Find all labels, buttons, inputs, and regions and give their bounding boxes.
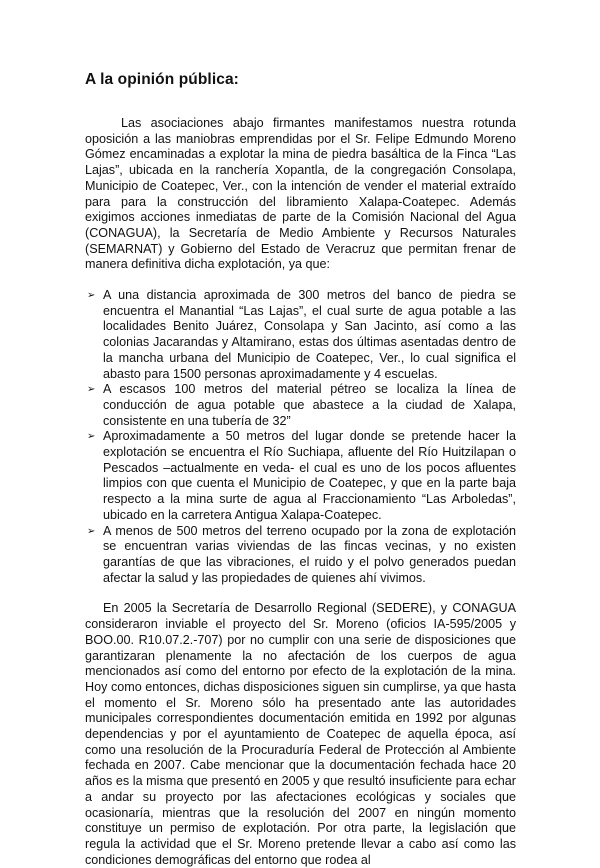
arrowhead-bullet-icon: ➢ [87,384,96,396]
concerns-list [85,288,516,586]
arrowhead-bullet-icon: ➢ [87,525,96,537]
arrowhead-bullet-icon: ➢ [87,290,96,302]
arrowhead-bullet-icon: ➢ [87,431,96,443]
list-item-text: Aproximadamente a 50 metros del lugar donde se pretende hacer la explotación se encuentra el Río Suchiapa, afluente del Río Huitzilapan o Pescados –actualmente en veda- el cual es uno de los pocos afluentes limpios con que cuenta el Municipio de Coatepec, y que en la parte baja respecto a la mina surte de agua al Fraccionamiento “Las Arboledas”, ubicado en la carretera Antigua Xalapa-Coatepec. [103,429,516,522]
list-item [85,288,516,382]
list-item-text: A menos de 500 metros del terreno ocupado por la zona de explotación se encuentran varias viviendas de las fincas vecinas, y no existen garantías de que las vibraciones, el ruido y el polvo generados puedan afectar la salud y las propiedades de quienes ahí vivimos. [103,523,516,585]
list-item [85,382,516,429]
list-item [85,429,516,523]
list-item-text: A escasos 100 metros del material pétreo se localiza la línea de conducción de agua potable que abastece a la ciudad de Xalapa, consistente en una tubería de 32” [103,382,516,428]
document-title: A la opinión pública: [85,71,239,88]
intro-paragraph: Las asociaciones abajo firmantes manifestamos nuestra rotunda oposición a las maniobras emprendidas por el Sr. Felipe Edmundo Moreno Gómez encaminadas a explotar la mina de piedra basáltica de la Finca “Las Lajas”, ubicada en la ranchería Xopantla, de la congregación Consolapa, Municipio de Coatepec, Ver., con la intención de vender el material extraído para para la construcción del libramiento Xalapa-Coatepec. Además exigimos acciones inmediatas de parte de la Comisión Nacional del Agua (CONAGUA), la Secretaría de Medio Ambiente y Recursos Naturales (SEMARNAT) y Gobierno del Estado de Veracruz que permitan frenar de manera definitiva dicha explotación, ya que: [85,116,516,272]
list-item-text: A una distancia aproximada de 300 metros del banco de piedra se encuentra el Manantial “Las Lajas”, el cual surte de agua potable a las localidades Benito Juárez, Consolapa y San Jacinto, así como a las colonias Jacarandas y Altamirano, estas dos últimas asentadas dentro de la mancha urbana del Municipio de Coatepec, Ver., lo cual significa el abasto para 1500 personas aproximadamente y 4 escuelas. [103,288,516,381]
second-paragraph: En 2005 la Secretaría de Desarrollo Regional (SEDERE), y CONAGUA consideraron inviable el proyecto del Sr. Moreno (oficios IA-595/2005 y BOO.00. R10.07.2.-707) por no cumplir con una serie de disposiciones que garantizaran plenamente la no afectación de los cuerpos de agua mencionados así como del entorno por efecto de la explotación de la mina. Hoy como entonces, dichas disposiciones siguen sin cumplirse, ya que hasta el momento el Sr. Moreno sólo ha presentado ante las autoridades municipales correspondientes documentación emitida en 1992 por algunas dependencias y por el ayuntamiento de Coatepec de aquella época, así como una resolución de la Procuraduría Federal de Protección al Ambiente fechada en 2007. Cabe mencionar que la documentación fechada hace 20 años es la misma que presentó en 2005 y que resultó insuficiente para echar a andar su proyecto por las afectaciones ecológicas y sociales que ocasionaría, mientras que la resolución del 2007 en ningún momento constituye un permiso de explotación. Por otra parte, la legislación que regula la actividad que el Sr. Moreno pretende llevar a cabo así como las condiciones demográficas del entorno que rodea al [85,601,516,867]
list-item [85,524,516,587]
